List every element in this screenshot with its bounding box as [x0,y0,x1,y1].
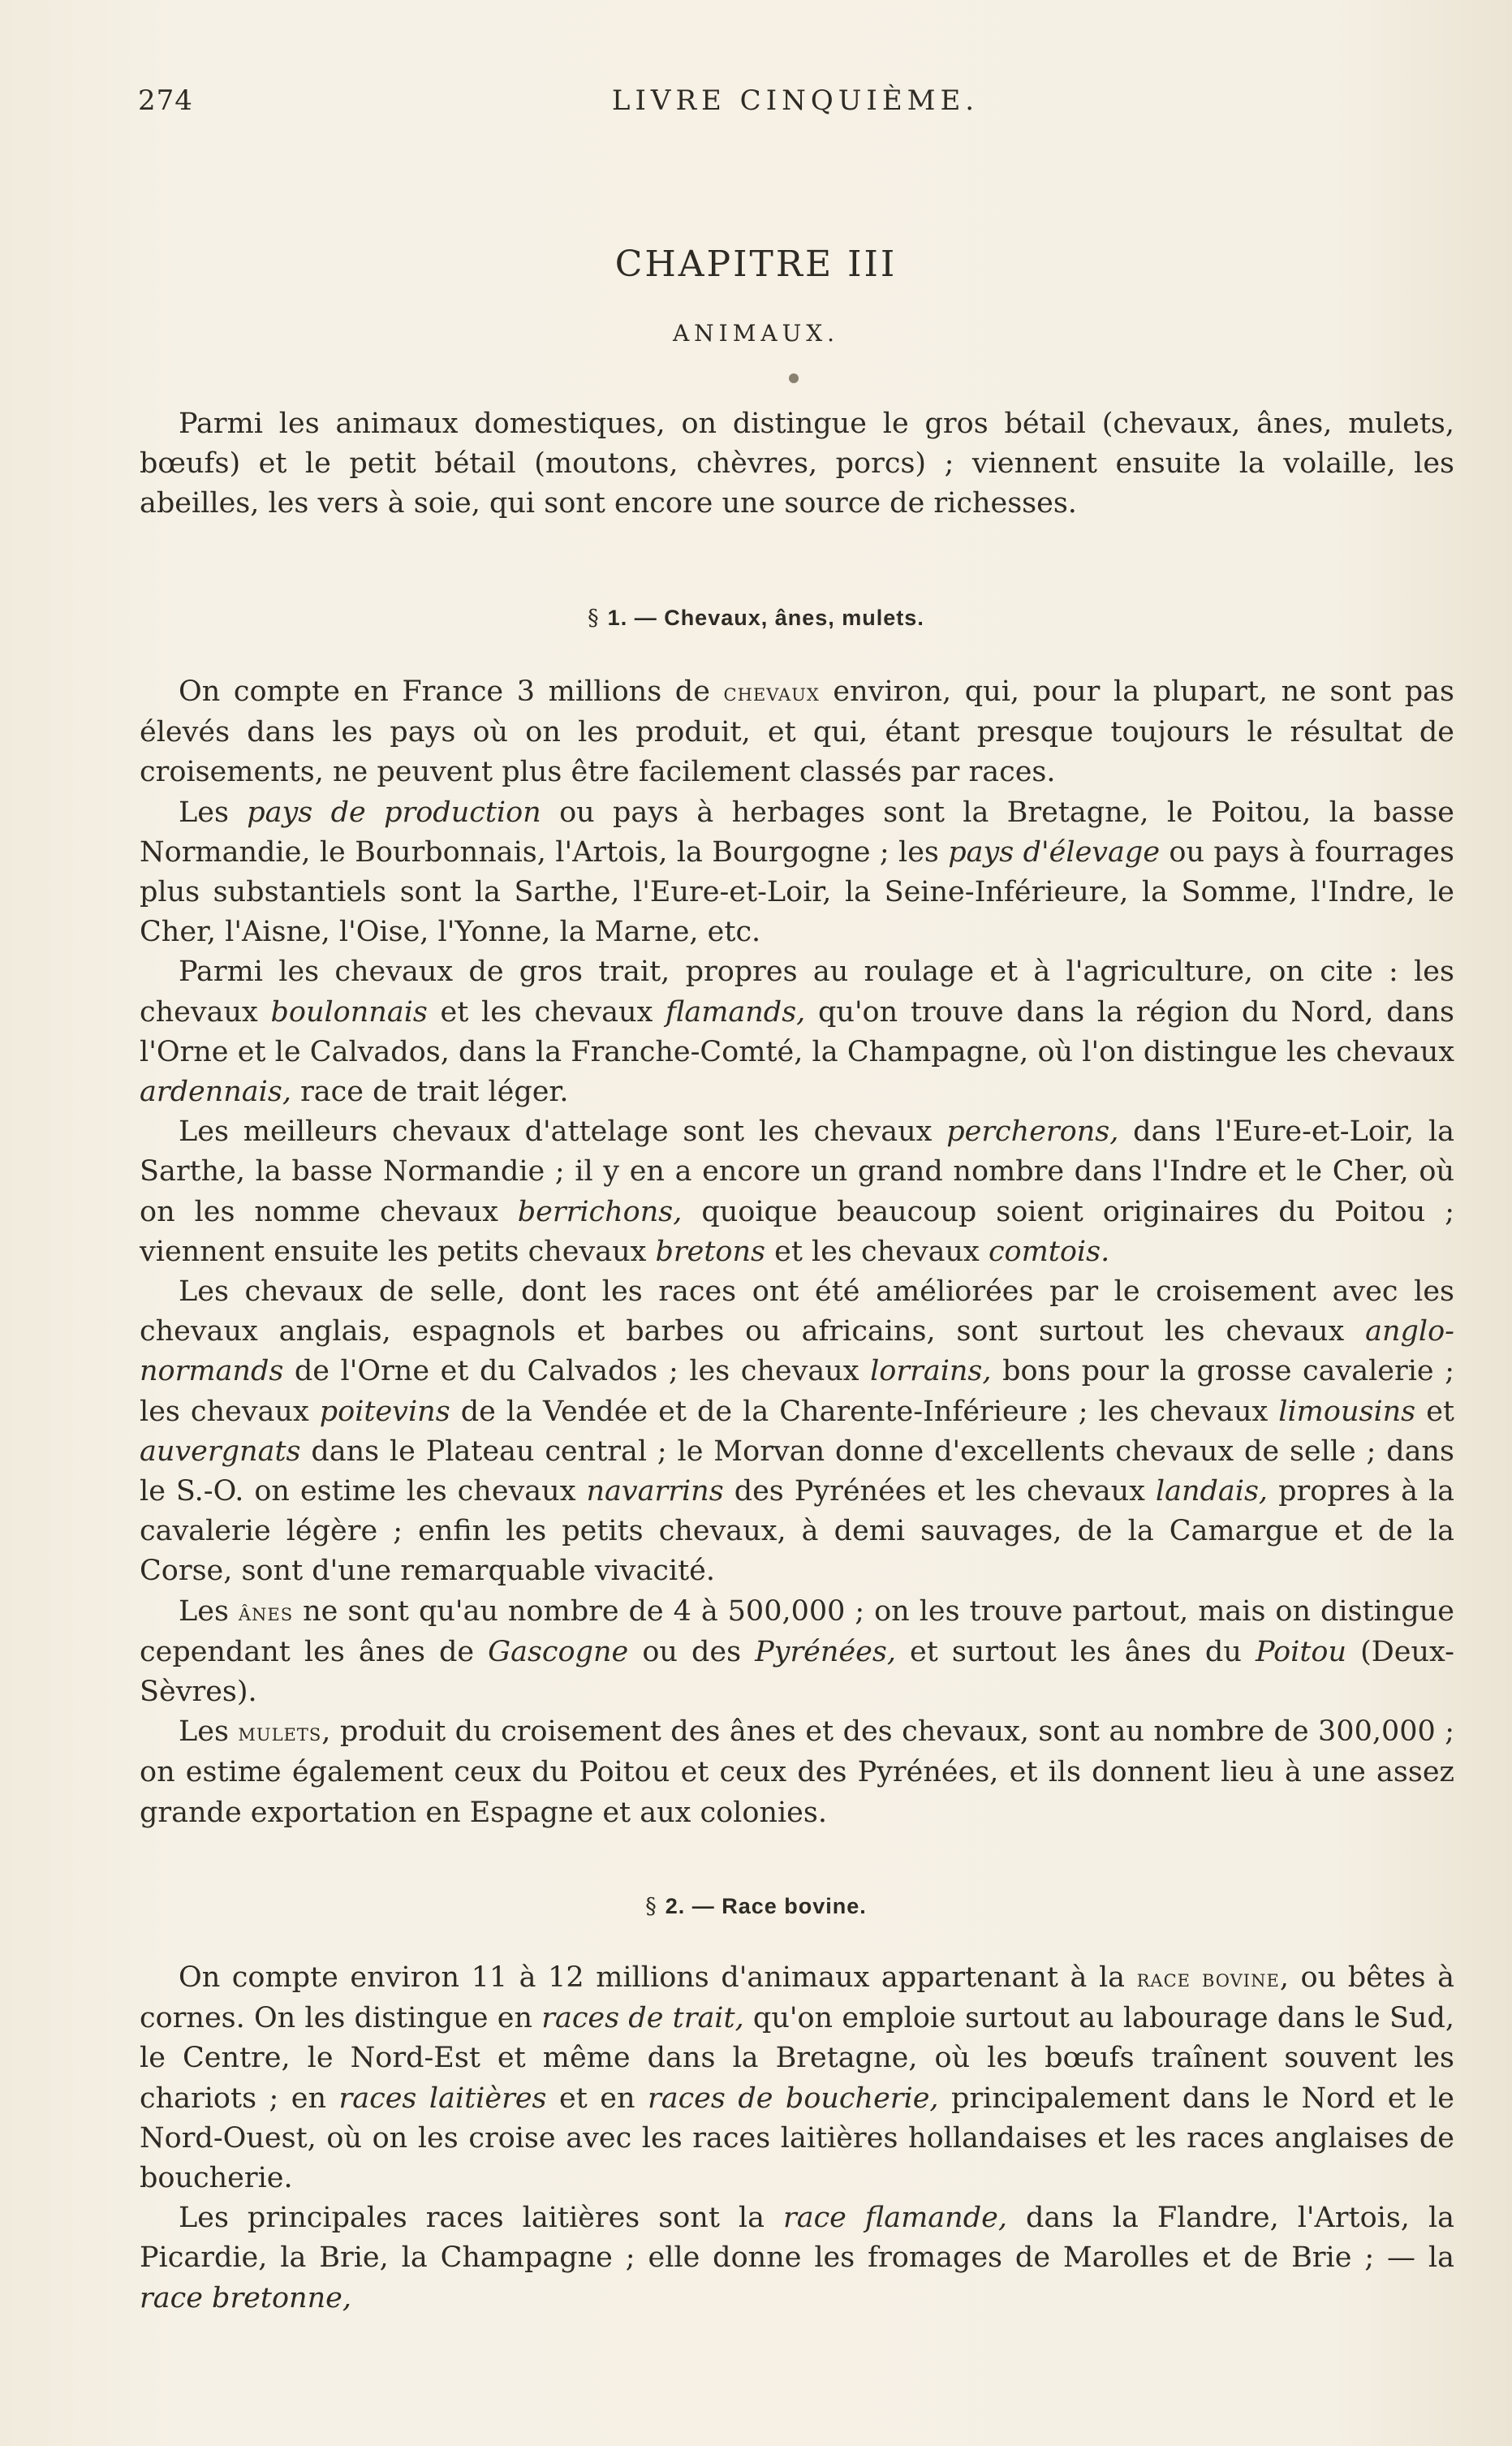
paragraph: Les mulets, produit du croisement des ânes et des chevaux, sont au nombre de 300,000 ; on estime également ceux du Poitou et ceux des Pyrénées, et ils donnent lieu à une assez grande exportation en Espagne et aux colonies. [140,1715,1454,1829]
section-sign: § [588,606,600,631]
chapter-title: CHAPITRE III [614,244,898,285]
running-head [138,84,1453,125]
keyword: race bovine [1136,1965,1280,1993]
section-1-body [140,672,1454,1833]
keyword: mulets [238,1719,322,1748]
section-2-title: 2. — Race bovine. [665,1894,867,1918]
keyword: chevaux [723,679,820,707]
paragraph: Les ânes ne sont qu'au nombre de 4 à 500,000 ; on les trouve partout, mais on distingue cependant les ânes de Gascogne ou des Pyrénées, et surtout les ânes du Poitou (Deux-Sèvres). [140,1594,1454,1709]
book-part-title: LIVRE CINQUIÈME. [611,84,980,117]
section-2-heading [0,1894,1512,1919]
section-2-body [140,1958,1454,2319]
paragraph: On compte en France 3 millions de chevaux environ, qui, pour la plupart, ne sont pas élevés dans les pays où on les produit, et qui, étant presque toujours le résultat de croisements, ne peuvent plus être facilement classés par races. [140,675,1455,789]
paragraph: Les meilleurs chevaux d'attelage sont les chevaux percherons, dans l'Eure-et-Loir, la Sarthe, la basse Normandie ; il y en a encore un grand nombre dans l'Indre et le Cher, où on les nomme chevaux berrichons, quoique beaucoup soient originaires du Poitou ; viennent ensuite les petits chevaux bretons et les chevaux comtois. [140,1115,1455,1268]
chapter-subtitle: ANIMAUX. [672,320,840,347]
paragraph: Les principales races laitières sont la race flamande, dans la Flandre, l'Artois, la Picardie, la Brie, la Champagne ; elle donne les fromages de Marolles et de Brie ; — la race bretonne, [140,2202,1455,2314]
paragraph: Les pays de production ou pays à herbages sont la Bretagne, le Poitou, la basse Normandie, le Bourbonnais, l'Artois, la Bourgogne ; les pays d'élevage ou pays à fourrages plus substantiels sont la Sarthe, l'Eure-et-Loir, la Seine-Inférieure, la Somme, l'Indre, le Cher, l'Aisne, l'Oise, l'Yonne, la Marne, etc. [140,796,1454,949]
keyword: ânes [238,1598,294,1627]
section-1-title: 1. — Chevaux, ânes, mulets. [607,606,924,630]
section-sign: § [645,1894,657,1919]
paragraph: Les chevaux de selle, dont les races ont été améliorées par le croisement avec les chevaux anglais, espagnols et barbes ou africains, sont surtout les chevaux anglo-normands de l'Orne et du Calvados ; les chevaux lorrains, bons pour la grosse cavalerie ; les chevaux poitevins de la Vendée et de la Charente-Inférieure ; les chevaux limousins et auvergnats dans le Plateau central ; le Morvan donne d'excellents chevaux de selle ; dans le S.-O. on estime les chevaux navarrins des Pyrénées et les chevaux landais, propres à la cavalerie légère ; enfin les petits chevaux, à demi sauvages, de la Camargue et de la Corse, sont d'une remarquable vivacité. [140,1275,1455,1588]
intro-paragraph: Parmi les animaux domestiques, on distingue le gros bétail (chevaux, ânes, mulets, bœufs) et le petit bétail (moutons, chèvres, porcs) ; viennent ensuite la volaille, les abeilles, les vers à soie, qui sont encore une source de richesses. [140,408,1454,520]
ornament-dot [789,373,799,383]
paragraph: On compte environ 11 à 12 millions d'animaux appartenant à la race bovine, ou bêtes à cornes. On les distingue en races de trait, qu'on emploie surtout au labourage dans le Sud, le Centre, le Nord-Est et même dans la Bretagne, où les bœufs traînent souvent les chariots ; en races laitières et en races de boucherie, principalement dans le Nord et le Nord-Ouest, où on les croise avec les races laitières hollandaises et les races anglaises de boucherie. [140,1961,1455,2195]
paragraph: Parmi les chevaux de gros trait, propres au roulage et à l'agriculture, on cite : les chevaux boulonnais et les chevaux flamands, qu'on trouve dans la région du Nord, dans l'Orne et le Calvados, dans la Franche-Comté, la Champagne, où l'on distingue les chevaux ardennais, race de trait léger. [140,956,1454,1109]
page-number: 274 [138,84,193,117]
section-1-heading [0,606,1512,631]
intro-block [140,404,1454,524]
